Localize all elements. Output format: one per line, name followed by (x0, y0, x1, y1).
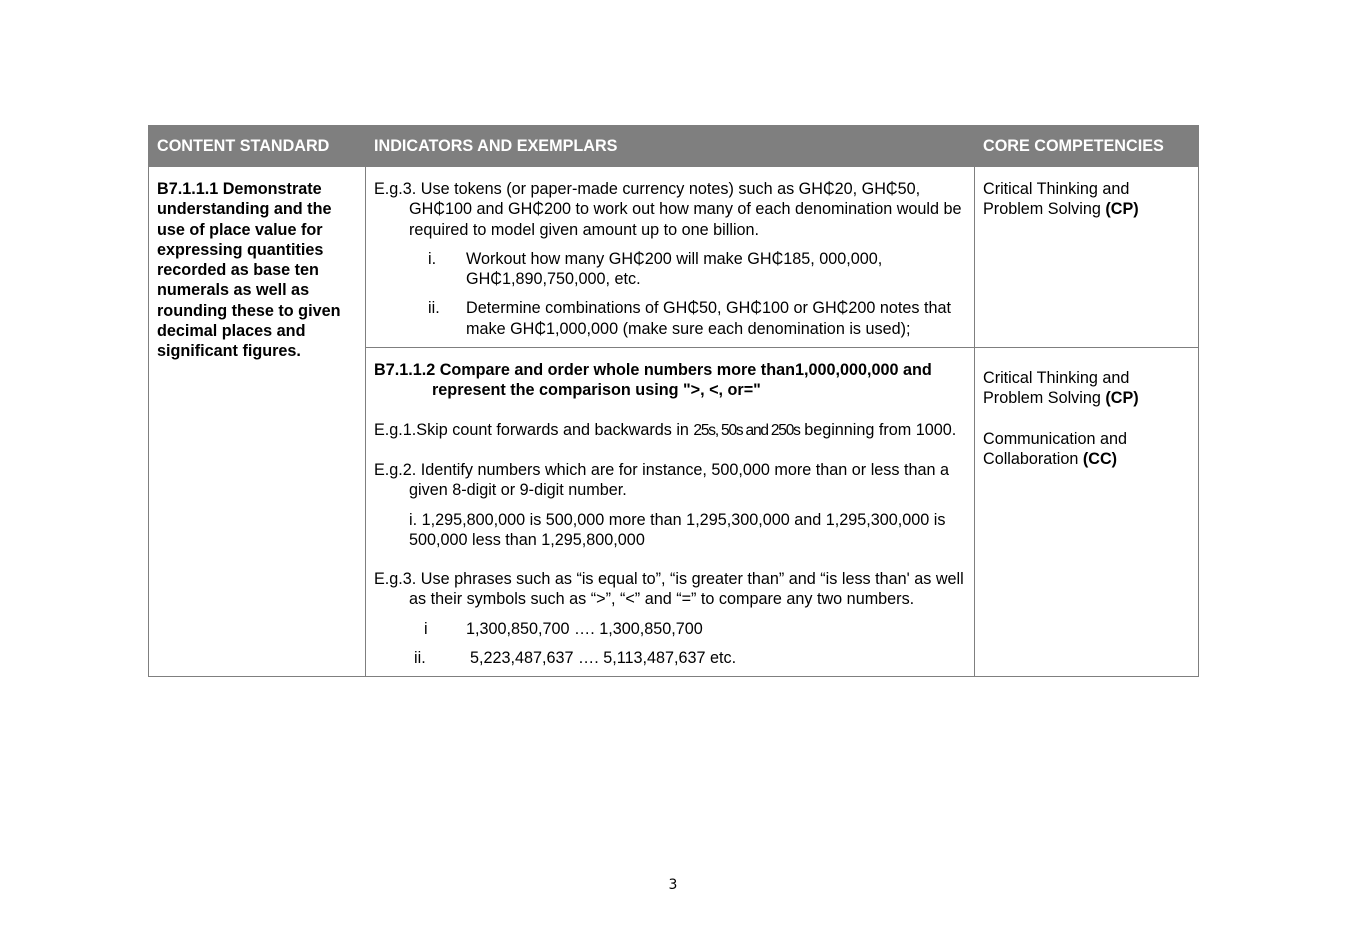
exemplar-eg2-sub: i. 1,295,800,000 is 500,000 more than 1,295,300,000 and 1,295,300,000 is 500,000 less than 1,295,800,000 (409, 510, 946, 549)
page-number: 3 (668, 877, 678, 893)
header-content-standard: CONTENT STANDARD (149, 126, 366, 167)
list-item-number: i (424, 619, 428, 638)
competency-code: (CP) (1105, 200, 1139, 219)
content-standard-cell (149, 167, 366, 677)
exemplar-eg1 (374, 420, 966, 441)
list-item-text: Workout how many GH₵200 will make GH₵185, 000,000, GH₵1,890,750,000, etc. (466, 249, 883, 289)
exemplar-eg3: E.g.3. Use tokens (or paper-made currency notes) such as GH₵20, GH₵50, GH₵100 and GH₵200 to work out how many of each denomination would be required to model given amount up to one billion. (374, 180, 962, 239)
table-row (149, 167, 1199, 348)
competency-cell (975, 167, 1199, 348)
competency-text: Critical Thinking and Problem Solving (983, 369, 1130, 408)
list-item (374, 619, 966, 639)
exemplar-eg3: E.g.3. Use phrases such as “is equal to”, “is greater than” and “is less than' as well as their symbols such as “>”, “<” and “=” to compare any two numbers. (374, 570, 964, 609)
competency-text: Critical Thinking and Problem Solving (983, 180, 1130, 219)
exemplar-eg1-text-end: beginning from 1000. (799, 420, 957, 439)
indicator-heading: B7.1.1.2 Compare and order whole numbers more than1,000,000,000 and represent the comparison using ">, <, or=" (374, 361, 932, 400)
content-standard-text: B7.1.1.1 Demonstrate understanding and the use of place value for expressing quantities recorded as base ten numerals as well as rounding these to given decimal places and significant figures. (157, 180, 341, 361)
competency-code: (CC) (1082, 449, 1118, 468)
list-item-number: ii. (414, 649, 426, 668)
list-item-text: 1,300,850,700 …. 1,300,850,700 (466, 619, 703, 638)
header-indicators: INDICATORS AND EXEMPLARS (366, 126, 975, 167)
indicator-cell (366, 167, 975, 348)
indicator-cell (366, 348, 975, 677)
competency-cc (983, 429, 1190, 470)
competency-text: Communication and Collaboration (983, 429, 1127, 468)
list-item-number: ii. (428, 299, 440, 318)
competency-cp (983, 368, 1190, 409)
list-item (374, 648, 966, 668)
exemplar-eg2: E.g.2. Identify numbers which are for instance, 500,000 more than or less than a given 8-digit or 9-digit number. (374, 460, 949, 500)
list-item-text: Determine combinations of GH₵50, GH₵100 or GH₵200 notes that make GH₵1,000,000 (make sure each denomination is used); (466, 299, 951, 338)
exemplar-eg1-text: E.g.1.Skip count forwards and backwards in (374, 420, 694, 439)
list-item (374, 298, 966, 339)
exemplar-eg1-counts: 25s, 50s and 250s (693, 421, 800, 439)
competency-code: (CP) (1105, 389, 1139, 408)
curriculum-table (148, 125, 1199, 677)
competency-cell (975, 348, 1199, 677)
list-item (374, 249, 966, 290)
table-header-row (149, 126, 1199, 167)
competency-cp (983, 179, 1190, 220)
list-item-number: i. (428, 249, 437, 268)
header-competencies: CORE COMPETENCIES (975, 126, 1199, 167)
list-item-text: 5,223,487,637 …. 5,113,487,637 etc. (470, 649, 737, 668)
